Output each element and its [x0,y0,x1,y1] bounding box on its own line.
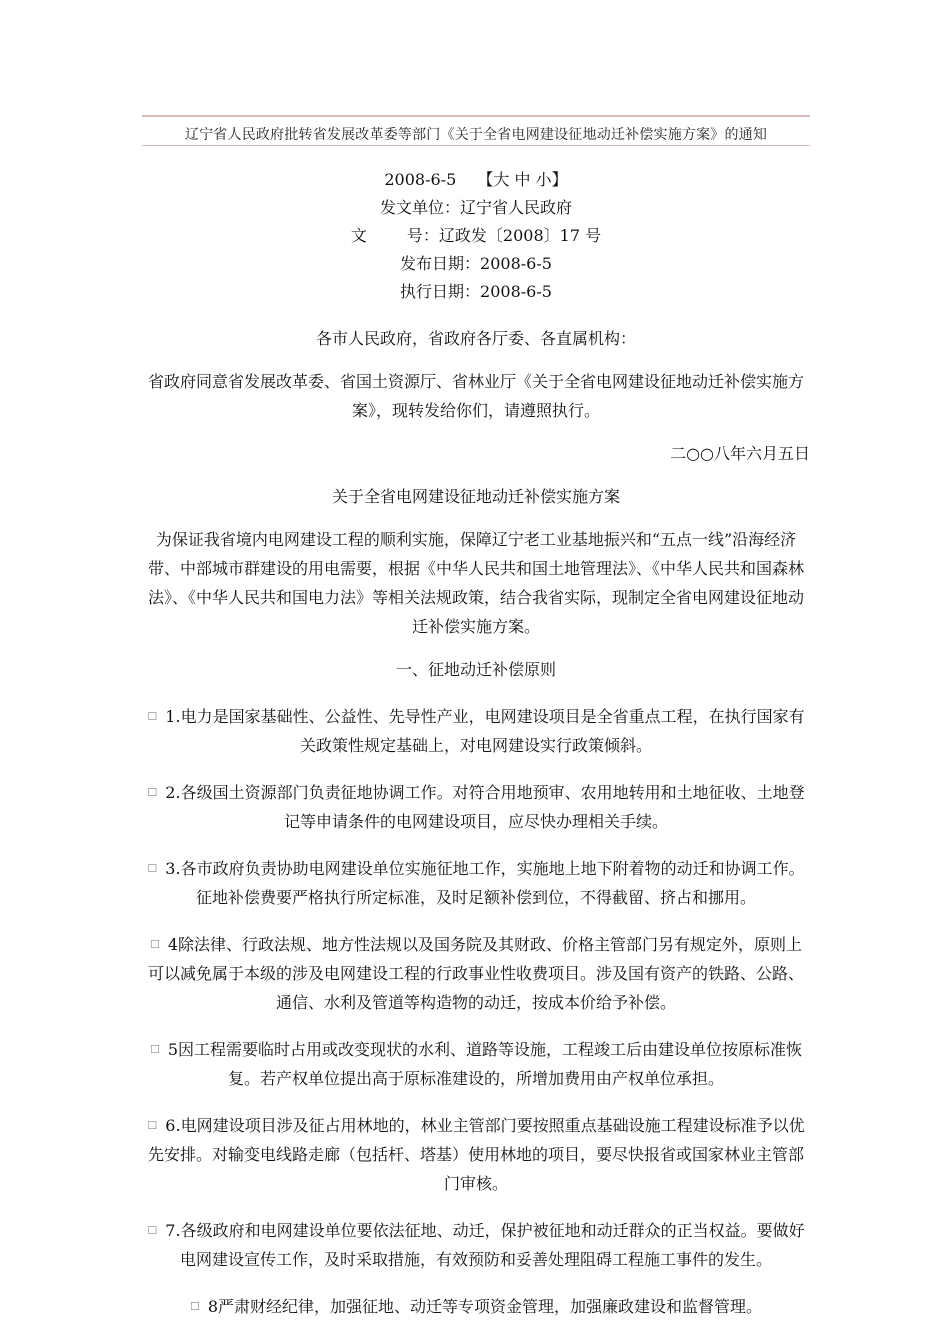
plan-title: 关于全省电网建设征地动迁补偿实施方案 [331,487,620,506]
checkbox-icon: ☐ [147,786,158,799]
checkbox-icon: ☐ [147,1119,158,1132]
list-item: ☐ 3.各市政府负责协助电网建设单位实施征地工作，实施地上地下附着物的动迁和协调工作。征地补偿费要严格执行所定标准，及时足额补偿到位，不得截留、挤占和挪用。 [147,859,805,907]
salutation: 各市人民政府，省政府各厅委、各直属机构： [315,329,636,348]
font-size-large-link[interactable]: 大 [493,170,510,189]
publish-date-line: 发布日期：2008-6-5 [400,254,552,273]
list-item: ☐ 1.电力是国家基础性、公益性、先导性产业，电网建设项目是全省重点工程，在执行国家有关政策性规定基础上，对电网建设实行政策倾斜。 [147,707,805,755]
publish-date-text: 2008-6-5 [384,170,457,189]
date-line [142,166,810,194]
plan-intro-paragraph: 为保证我省境内电网建设工程的顺利实施，保障辽宁老工业基地振兴和“五点一线”沿海经济带、中部城市群建设的用电需要，根据《中华人民共和国土地管理法》、《中华人民共和国森林法》、《中华人民共和国电力法》等相关法规政策，结合我省实际，现制定全省电网建设征地动迁补偿实施方案。 [147,530,804,636]
list-item: ☐ 6.电网建设项目涉及征占用林地的，林业主管部门要按照重点基础设施工程建设标准予以优先安排。对输变电线路走廊（包括杆、塔基）使用林地的项目，要尽快报省或国家林业主管部门审核。 [147,1116,805,1193]
section-one-title: 一、征地动迁补偿原则 [395,660,556,679]
checkbox-icon: ☐ [147,710,158,723]
checkbox-icon: ☐ [149,938,160,951]
document-body [142,166,810,1321]
issuer-line: 发文单位：辽宁省人民政府 [379,198,572,217]
font-size-small-link[interactable]: 小 [535,170,552,189]
checkbox-icon: ☐ [147,1224,158,1237]
font-size-controls: 【大 中 小】 [477,170,568,189]
list-item: ☐ 2.各级国土资源部门负责征地协调工作。对符合用地预审、农用地转用和土地征收、土地登记等申请条件的电网建设项目，应尽快办理相关手续。 [147,783,805,831]
checkbox-icon: ☐ [189,1300,200,1313]
font-size-medium-link[interactable]: 中 [514,170,531,189]
document-title: 辽宁省人民政府批转省发展改革委等部门《关于全省电网建设征地动迁补偿实施方案》的通知 [184,127,768,143]
list-item: ☐ 7.各级政府和电网建设单位要依法征地、动迁，保护被征地和动迁群众的正当权益。要做好电网建设宣传工作，及时采取措施，有效预防和妥善处理阻碍工程施工事件的发生。 [147,1221,805,1269]
checkbox-icon: ☐ [147,862,158,875]
doc-number-label: 文 [350,226,367,245]
list-item: ☐ 5因工程需要临时占用或改变现状的水利、道路等设施，工程竣工后由建设单位按原标准恢复。若产权单位提出高于原标准建设的，所增加费用由产权单位承担。 [149,1040,803,1088]
doc-number-value: 号：辽政发〔2008〕17 号 [406,226,602,245]
doc-number-line [142,222,810,250]
sign-date: 二○○八年六月五日 [670,444,810,463]
list-item: ☐ 4除法律、行政法规、地方性法规以及国务院及其财政、价格主管部门另有规定外，原则上可以减免属于本级的涉及电网建设工程的行政事业性收费项目。涉及国有资产的铁路、公路、通信、水利及管道等构造物的动迁，按成本价给予补偿。 [147,935,804,1012]
effective-date-line: 执行日期：2008-6-5 [400,282,552,301]
checkbox-icon: ☐ [149,1043,160,1056]
intro-paragraph: 省政府同意省发展改革委、省国土资源厅、省林业厅《关于全省电网建设征地动迁补偿实施方案》，现转发给你们，请遵照执行。 [147,372,804,420]
list-item: ☐ 8严肃财经纪律，加强征地、动迁等专项资金管理，加强廉政建设和监督管理。 [189,1297,763,1316]
